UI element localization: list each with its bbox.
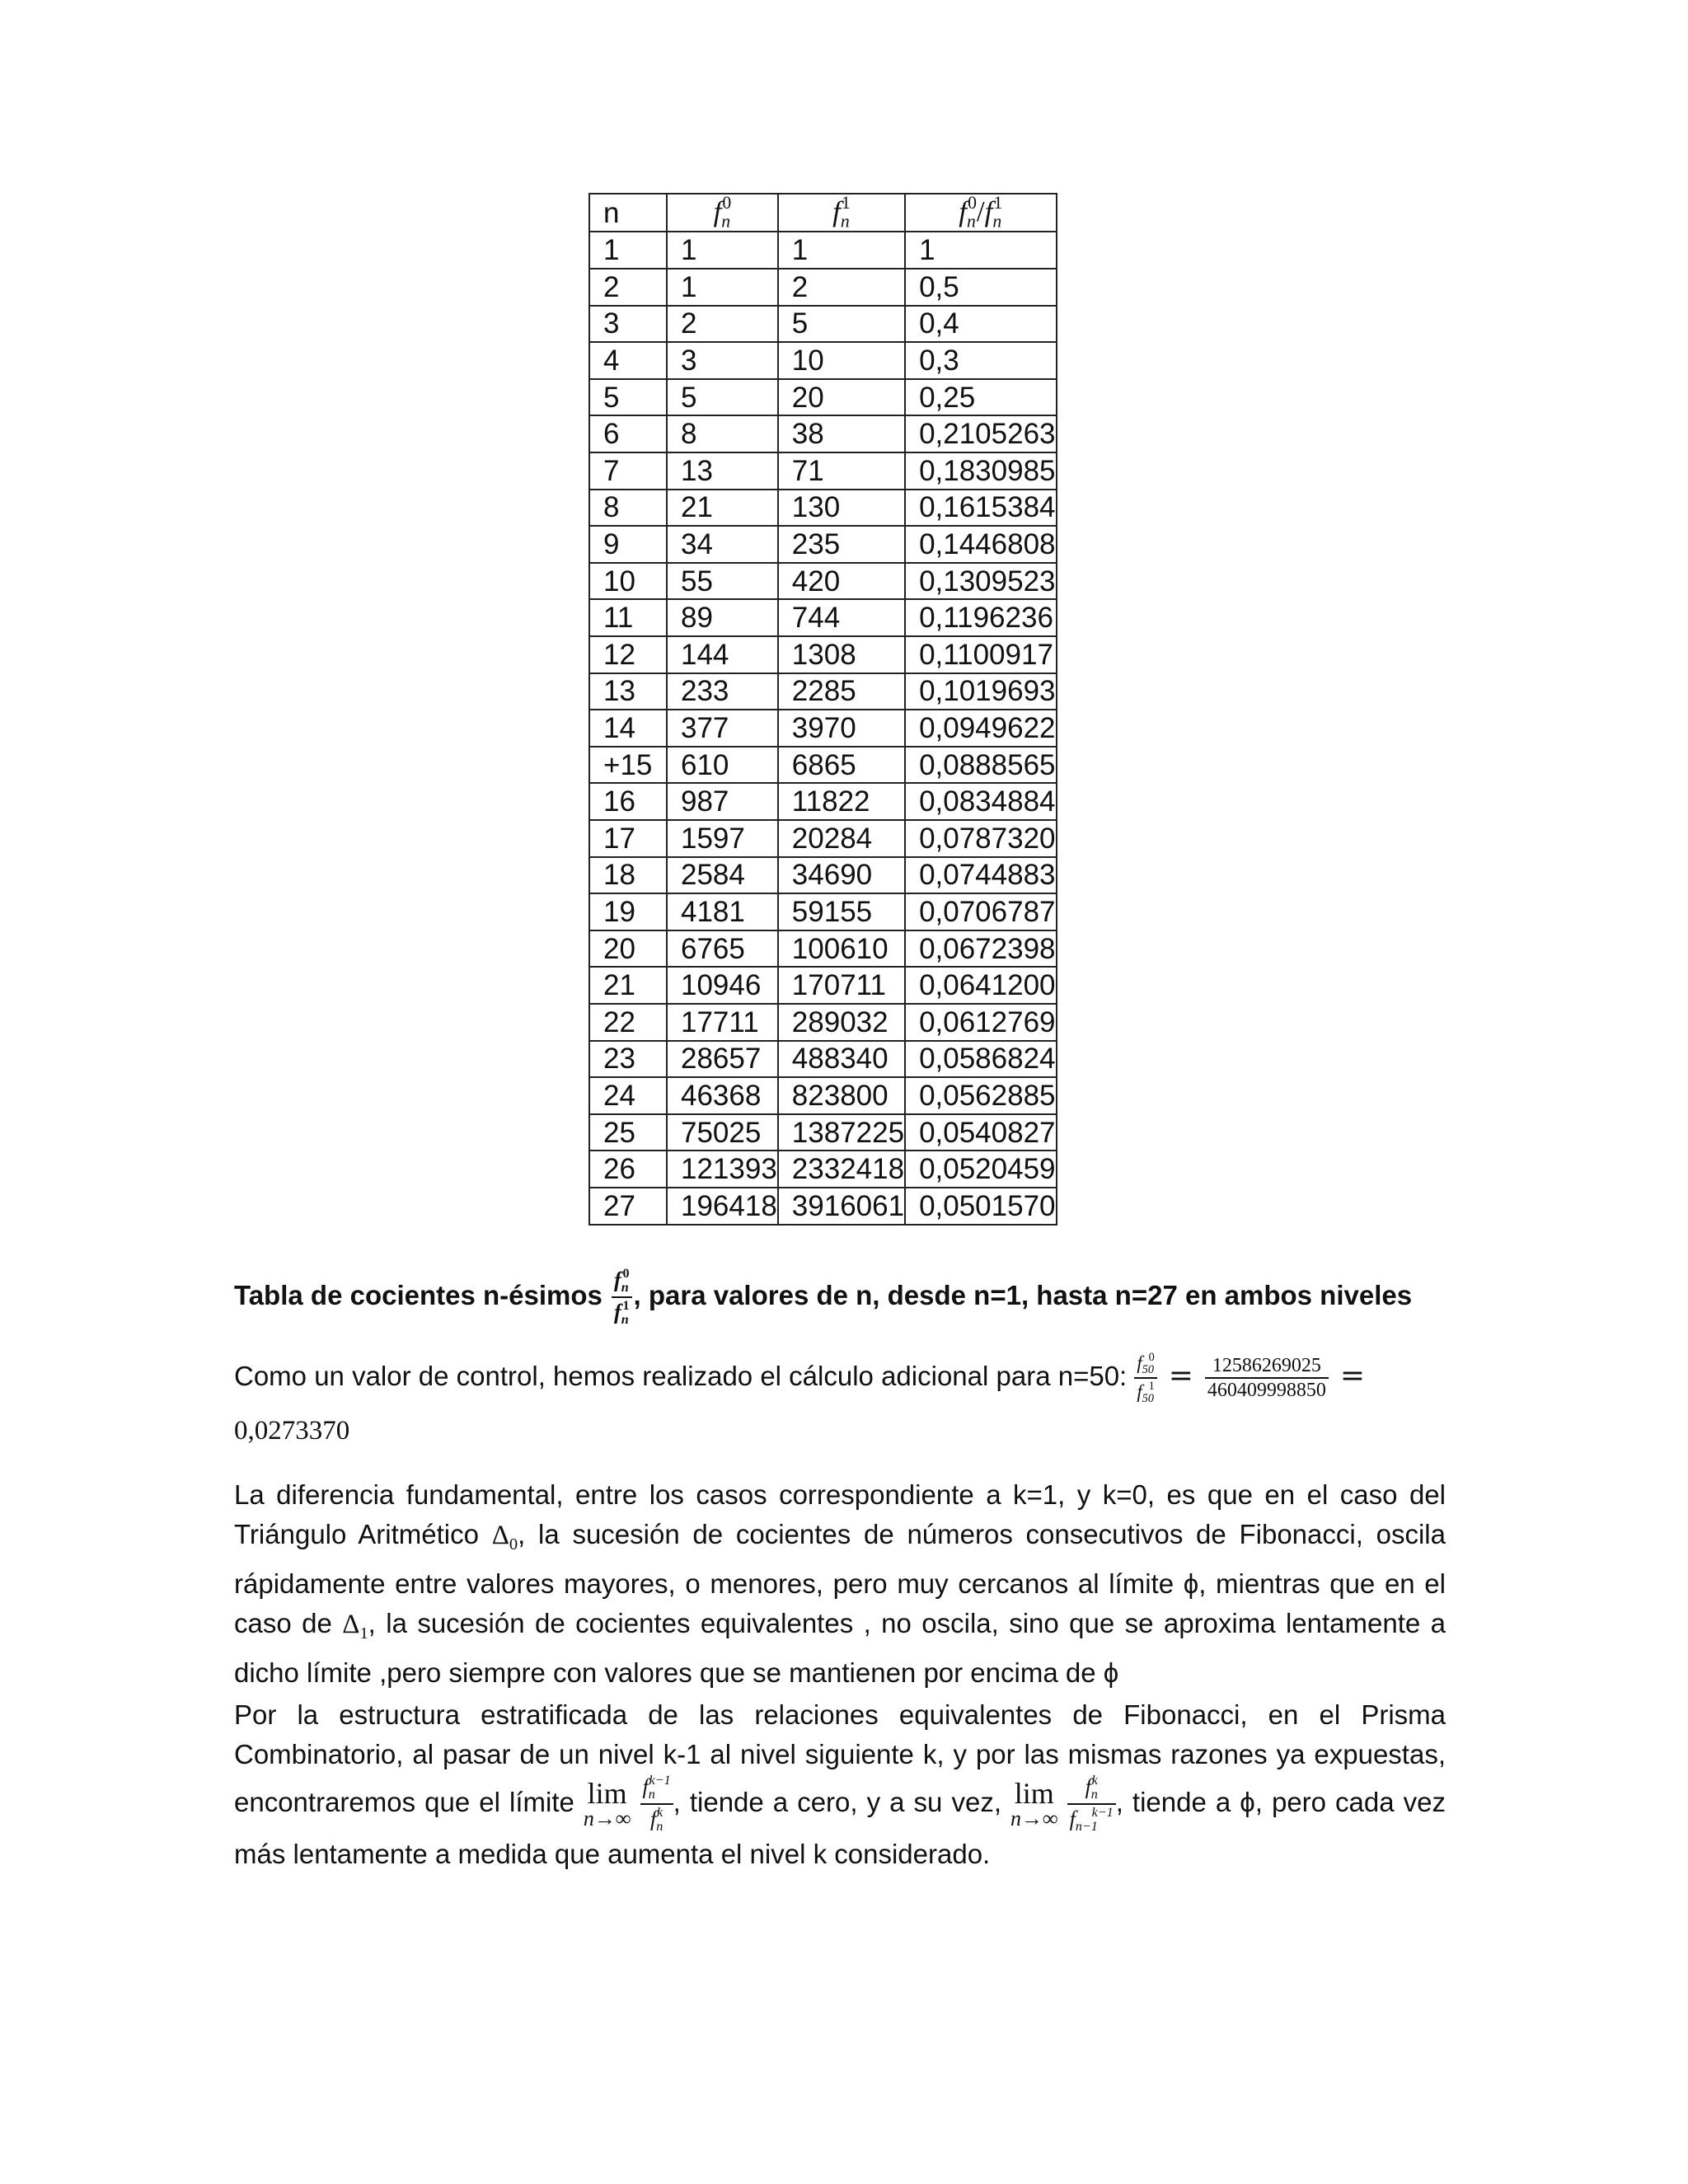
- control-fraction-values: [1205, 1356, 1329, 1401]
- table-cell: 20: [589, 930, 667, 968]
- table-cell: 26: [589, 1151, 667, 1188]
- table-cell: 0,1615384: [905, 490, 1056, 527]
- table-cell: 89: [667, 599, 778, 636]
- table-cell: 46368: [667, 1077, 778, 1114]
- limit-1-fraction: $\frac{f_n^{k-1}}{f_n^k}$: [640, 1774, 673, 1835]
- table-cell: 16: [589, 783, 667, 820]
- table-row: [589, 747, 1057, 784]
- table-cell: 13: [589, 673, 667, 710]
- table-cell: 55: [667, 563, 778, 600]
- table-body: [589, 232, 1057, 1224]
- table-row: [589, 490, 1057, 527]
- control-result: 0,0273370: [234, 1416, 350, 1446]
- table-cell: 12: [589, 636, 667, 673]
- table-cell: 170711: [778, 967, 905, 1004]
- delta-0-symbol: $\Delta_0$: [491, 1521, 518, 1554]
- table-cell: 2285: [778, 673, 905, 710]
- table-cell: 20284: [778, 820, 905, 857]
- table-cell: 5: [667, 379, 778, 416]
- table-row: [589, 232, 1057, 269]
- table-row: [589, 452, 1057, 490]
- table-cell: 1: [905, 232, 1056, 269]
- diff-text-2: , la sucesión de cocientes de números consecutivos de Fibonacci, oscila rápidamente entre valores mayores, o menores, pero muy cercanos al límite ϕ, mientras que en el caso de: [234, 1519, 1446, 1639]
- table-cell: 1308: [778, 636, 905, 673]
- table-cell: 0,3: [905, 342, 1056, 379]
- table-cell: 0,4: [905, 306, 1056, 343]
- control-paragraph: Como un valor de control, hemos realizado el cálculo adicional para n=50: $\frac{f_{50}^0}{f_{50}^1}$ = $\frac{12586269025}{460409998850}$ =: [234, 1351, 1366, 1405]
- table-cell: 11: [589, 599, 667, 636]
- ratio-table: [588, 193, 1057, 1226]
- limit-1: lim n→∞: [583, 1777, 631, 1831]
- table-cell: 10: [589, 563, 667, 600]
- table-row: [589, 526, 1057, 563]
- table-row: [589, 1114, 1057, 1151]
- table-cell: 34: [667, 526, 778, 563]
- table-cell: 0,1100917: [905, 636, 1056, 673]
- control-text: Como un valor de control, hemos realizado el cálculo adicional para n=50:: [234, 1361, 1135, 1392]
- table-cell: 38: [778, 415, 905, 452]
- header-n: n: [589, 194, 667, 232]
- table-cell: 3916061: [778, 1188, 905, 1225]
- table-cell: 0,0706787: [905, 893, 1056, 930]
- table-cell: 1: [589, 232, 667, 269]
- table-cell: +15: [589, 747, 667, 784]
- table-cell: 6765: [667, 930, 778, 968]
- table-cell: 75025: [667, 1114, 778, 1151]
- table-cell: 21: [667, 490, 778, 527]
- control-fraction-symbols: $\frac{f_{50}^0}{f_{50}^1}$: [1134, 1352, 1156, 1405]
- table-header-row: [589, 194, 1057, 232]
- table-cell: 7: [589, 452, 667, 490]
- table-cell: 0,2105263: [905, 415, 1056, 452]
- table-cell: 1387225: [778, 1114, 905, 1151]
- table-cell: 0,1446808: [905, 526, 1056, 563]
- table-cell: 0,0744883: [905, 857, 1056, 894]
- table-cell: 235: [778, 526, 905, 563]
- delta-1-symbol: $\Delta_1$: [342, 1610, 368, 1643]
- table-cell: 3: [589, 306, 667, 343]
- table-cell: 0,0520459: [905, 1151, 1056, 1188]
- table-cell: 71: [778, 452, 905, 490]
- header-f1: $f_n^1$: [778, 194, 905, 232]
- table-cell: 0,0672398: [905, 930, 1056, 968]
- header-f0: $f_n^0$: [667, 194, 778, 232]
- table-cell: 0,25: [905, 379, 1056, 416]
- table-cell: 0,0612769: [905, 1004, 1056, 1041]
- table-row: [589, 636, 1057, 673]
- prism-text-1: Por la estructura estratificada de las relaciones equivalentes de Fibonacci, en el Prisma Combinatorio, al pasar de un nivel k-1 al nivel siguiente k, y por las mismas razones ya expuestas, encontraremos que el límite: [234, 1699, 1446, 1818]
- table-row: [589, 710, 1057, 747]
- table-cell: 0,1309523: [905, 563, 1056, 600]
- table-cell: 0,1019693: [905, 673, 1056, 710]
- table-cell: 25: [589, 1114, 667, 1151]
- table-cell: 10: [778, 342, 905, 379]
- diff-text-1: La diferencia fundamental, entre los casos correspondiente a k=1, y k=0, es que en el caso del Triángulo Aritmético: [234, 1479, 1446, 1549]
- table-cell: 9: [589, 526, 667, 563]
- table-row: [589, 673, 1057, 710]
- table-cell: 18: [589, 857, 667, 894]
- table-cell: 27: [589, 1188, 667, 1225]
- table-row: [589, 379, 1057, 416]
- prism-paragraph: [234, 1695, 1446, 1874]
- table-cell: 28657: [667, 1041, 778, 1078]
- table-cell: 19: [589, 893, 667, 930]
- prism-text-3: , tiende a ϕ, pero cada vez más lentamente a medida que aumenta el nivel k considerado.: [234, 1787, 1447, 1869]
- table-cell: 2: [667, 306, 778, 343]
- table-cell: 2584: [667, 857, 778, 894]
- table-cell: 0,5: [905, 269, 1056, 306]
- table-row: [589, 857, 1057, 894]
- diff-text-3: , la sucesión de cocientes equivalentes , no oscila, sino que se aproxima lentamente a dicho límite ,pero siempre con valores que se mantienen por encima de ϕ: [234, 1608, 1447, 1689]
- table-row: [589, 783, 1057, 820]
- table-cell: 5: [589, 379, 667, 416]
- table-cell: 3: [667, 342, 778, 379]
- table-row: [589, 269, 1057, 306]
- table-cell: 0,1830985: [905, 452, 1056, 490]
- table-cell: 289032: [778, 1004, 905, 1041]
- table-cell: 488340: [778, 1041, 905, 1078]
- table-cell: 21: [589, 967, 667, 1004]
- table-cell: 0,0949622: [905, 710, 1056, 747]
- control-numerator: 12586269025: [1205, 1356, 1329, 1379]
- table-cell: 24: [589, 1077, 667, 1114]
- table-cell: 2: [778, 269, 905, 306]
- table-row: [589, 306, 1057, 343]
- table-cell: 0,0562885: [905, 1077, 1056, 1114]
- table-cell: 4181: [667, 893, 778, 930]
- table-cell: 10946: [667, 967, 778, 1004]
- table-cell: 2332418: [778, 1151, 905, 1188]
- table-cell: 0,1196236: [905, 599, 1056, 636]
- table-cell: 8: [589, 490, 667, 527]
- table-cell: 1597: [667, 820, 778, 857]
- difference-paragraph: [234, 1475, 1446, 1693]
- caption-text-before: Tabla de cocientes n-ésimos: [234, 1280, 611, 1311]
- table-cell: 377: [667, 710, 778, 747]
- table-cell: 8: [667, 415, 778, 452]
- limit-2: lim n→∞: [1010, 1777, 1058, 1831]
- table-cell: 610: [667, 747, 778, 784]
- table-cell: 6: [589, 415, 667, 452]
- table-row: [589, 967, 1057, 1004]
- table-row: [589, 930, 1057, 968]
- table-cell: 2: [589, 269, 667, 306]
- table-row: [589, 1077, 1057, 1114]
- table-cell: 100610: [778, 930, 905, 968]
- table-cell: 130: [778, 490, 905, 527]
- control-denominator: 460409998850: [1207, 1379, 1326, 1401]
- table-cell: 1: [667, 232, 778, 269]
- table-cell: 196418: [667, 1188, 778, 1225]
- table-row: [589, 820, 1057, 857]
- table-cell: 744: [778, 599, 905, 636]
- table-cell: 0,0787320: [905, 820, 1056, 857]
- table-row: [589, 1188, 1057, 1225]
- table-cell: 987: [667, 783, 778, 820]
- table-row: [589, 415, 1057, 452]
- table-cell: 11822: [778, 783, 905, 820]
- table-cell: 0,0540827: [905, 1114, 1056, 1151]
- table-cell: 13: [667, 452, 778, 490]
- table-row: [589, 563, 1057, 600]
- table-cell: 121393: [667, 1151, 778, 1188]
- caption-text-after: , para valores de n, desde n=1, hasta n=27 en ambos niveles: [633, 1280, 1413, 1311]
- table-row: [589, 893, 1057, 930]
- table-row: [589, 342, 1057, 379]
- table-cell: 23: [589, 1041, 667, 1078]
- table-cell: 17: [589, 820, 667, 857]
- limit-2-fraction: $\frac{f_n^k}{f_{n-1}^{k-1}}$: [1067, 1774, 1116, 1835]
- table-cell: 17711: [667, 1004, 778, 1041]
- table-cell: 59155: [778, 893, 905, 930]
- table-row: [589, 1041, 1057, 1078]
- table-cell: 1: [778, 232, 905, 269]
- table-cell: 0,0586824: [905, 1041, 1056, 1078]
- table-cell: 0,0501570: [905, 1188, 1056, 1225]
- table-cell: 6865: [778, 747, 905, 784]
- table-cell: 4: [589, 342, 667, 379]
- table-cell: 20: [778, 379, 905, 416]
- table-cell: 0,0888565: [905, 747, 1056, 784]
- table-cell: 0,0641200: [905, 967, 1056, 1004]
- table-cell: 3970: [778, 710, 905, 747]
- header-ratio: $f_n^0/f_n^1$: [905, 194, 1056, 232]
- table-cell: 22: [589, 1004, 667, 1041]
- caption-fraction: $\frac{f_n^0}{f_n^1}$: [612, 1268, 631, 1328]
- table-cell: 823800: [778, 1077, 905, 1114]
- table-cell: 144: [667, 636, 778, 673]
- table-cell: 5: [778, 306, 905, 343]
- prism-text-2: , tiende a cero, y a su vez,: [673, 1787, 1011, 1818]
- table-caption: [234, 1268, 1470, 1328]
- table-row: [589, 1004, 1057, 1041]
- table-cell: 1: [667, 269, 778, 306]
- table-cell: 14: [589, 710, 667, 747]
- table-cell: 233: [667, 673, 778, 710]
- table-row: [589, 599, 1057, 636]
- table-cell: 420: [778, 563, 905, 600]
- table-cell: 34690: [778, 857, 905, 894]
- table-row: [589, 1151, 1057, 1188]
- table-cell: 0,0834884: [905, 783, 1056, 820]
